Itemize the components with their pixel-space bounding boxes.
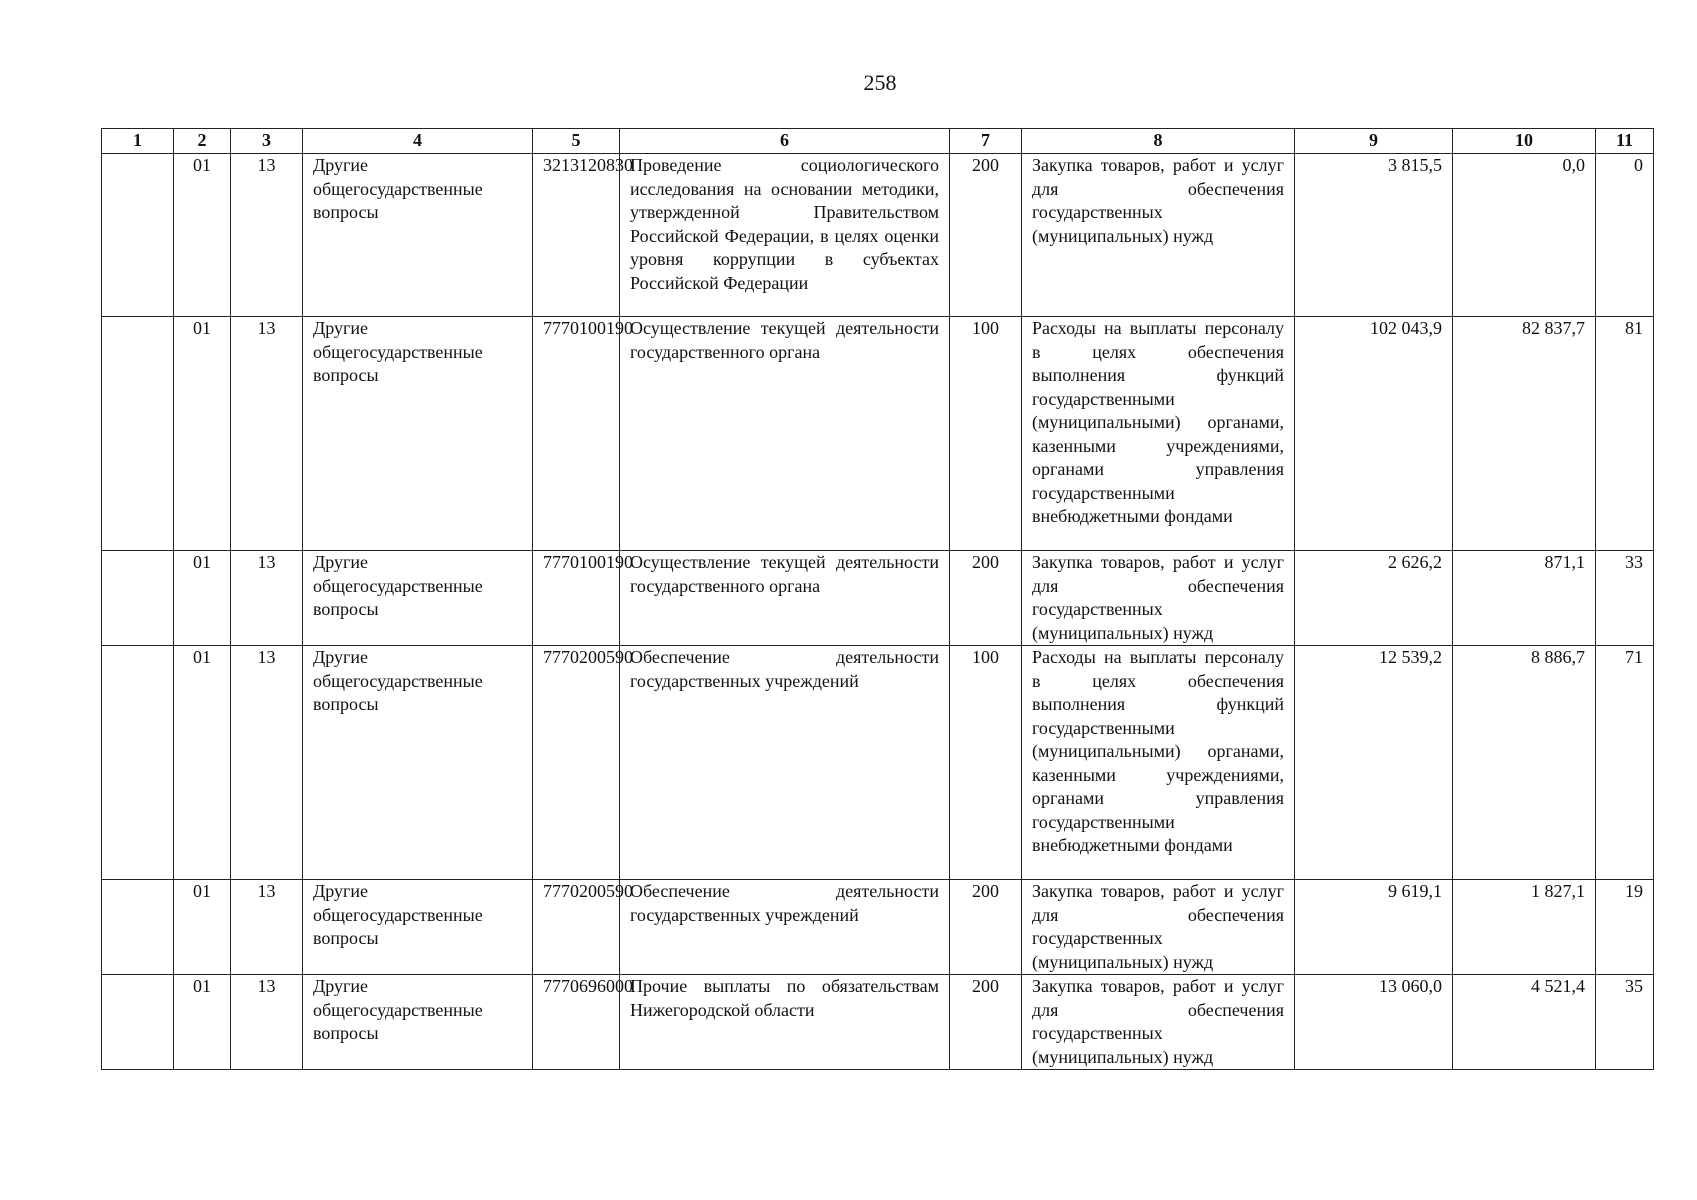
table-row [102, 646, 1654, 880]
cell-section-name: Другие общегосударственные вопросы [303, 975, 533, 1070]
cell-target-name: Обеспечение деятельности государственных учреждений [620, 646, 950, 880]
column-header: 10 [1453, 129, 1596, 154]
cell-subsection: 13 [231, 646, 303, 880]
column-header: 6 [620, 129, 950, 154]
cell-col1 [102, 317, 174, 551]
cell-subsection: 13 [231, 975, 303, 1070]
cell-section-name: Другие общегосударственные вопросы [303, 317, 533, 551]
cell-subsection: 13 [231, 880, 303, 975]
table-row [102, 975, 1654, 1070]
column-header: 4 [303, 129, 533, 154]
cell-amount-planned: 102 043,9 [1295, 317, 1453, 551]
cell-target-name: Проведение социологического исследования на основании методики, утвержденной Правительством Российской Федерации, в целях оценки уровня коррупции в субъектах Российской Федерации [620, 154, 950, 317]
cell-amount-planned: 13 060,0 [1295, 975, 1453, 1070]
column-header: 11 [1596, 129, 1654, 154]
cell-subsection: 13 [231, 551, 303, 646]
cell-expense-type: 200 [950, 975, 1022, 1070]
cell-expense-type-name: Закупка товаров, работ и услуг для обеспечения государственных (муниципальных) нужд [1022, 154, 1295, 317]
cell-subsection: 13 [231, 317, 303, 551]
cell-amount-planned: 12 539,2 [1295, 646, 1453, 880]
cell-amount-executed: 1 827,1 [1453, 880, 1596, 975]
table-row [102, 880, 1654, 975]
cell-section: 01 [174, 317, 231, 551]
header-row [102, 129, 1654, 154]
cell-percent: 71 [1596, 646, 1654, 880]
cell-expense-type: 200 [950, 551, 1022, 646]
cell-target-code: 7770100190 [533, 317, 620, 551]
cell-amount-executed: 0,0 [1453, 154, 1596, 317]
cell-subsection: 13 [231, 154, 303, 317]
cell-section-name: Другие общегосударственные вопросы [303, 154, 533, 317]
table-row [102, 551, 1654, 646]
cell-col1 [102, 880, 174, 975]
table-row [102, 317, 1654, 551]
cell-expense-type-name: Расходы на выплаты персоналу в целях обеспечения выполнения функций государственными (муниципальными) органами, казенными учреждениями, органами управления государственными внебюджетными фондами [1022, 317, 1295, 551]
cell-target-name: Обеспечение деятельности государственных учреждений [620, 880, 950, 975]
cell-section: 01 [174, 646, 231, 880]
cell-amount-executed: 8 886,7 [1453, 646, 1596, 880]
cell-section: 01 [174, 154, 231, 317]
cell-amount-planned: 2 626,2 [1295, 551, 1453, 646]
cell-target-name: Прочие выплаты по обязательствам Нижегородской области [620, 975, 950, 1070]
cell-col1 [102, 154, 174, 317]
table-header [102, 129, 1654, 154]
cell-amount-executed: 871,1 [1453, 551, 1596, 646]
column-header: 9 [1295, 129, 1453, 154]
column-header: 1 [102, 129, 174, 154]
cell-section: 01 [174, 880, 231, 975]
cell-expense-type-name: Закупка товаров, работ и услуг для обеспечения государственных (муниципальных) нужд [1022, 975, 1295, 1070]
cell-amount-executed: 82 837,7 [1453, 317, 1596, 551]
cell-col1 [102, 646, 174, 880]
cell-expense-type-name: Закупка товаров, работ и услуг для обеспечения государственных (муниципальных) нужд [1022, 551, 1295, 646]
cell-section: 01 [174, 975, 231, 1070]
cell-section: 01 [174, 551, 231, 646]
cell-expense-type-name: Закупка товаров, работ и услуг для обеспечения государственных (муниципальных) нужд [1022, 880, 1295, 975]
column-header: 5 [533, 129, 620, 154]
cell-expense-type: 100 [950, 646, 1022, 880]
cell-col1 [102, 975, 174, 1070]
cell-percent: 81 [1596, 317, 1654, 551]
column-header: 2 [174, 129, 231, 154]
cell-amount-planned: 9 619,1 [1295, 880, 1453, 975]
column-header: 8 [1022, 129, 1295, 154]
cell-target-name: Осуществление текущей деятельности государственного органа [620, 317, 950, 551]
cell-percent: 19 [1596, 880, 1654, 975]
column-header: 3 [231, 129, 303, 154]
cell-expense-type-name: Расходы на выплаты персоналу в целях обеспечения выполнения функций государственными (муниципальными) органами, казенными учреждениями, органами управления государственными внебюджетными фондами [1022, 646, 1295, 880]
cell-target-code: 7770696000 [533, 975, 620, 1070]
cell-target-code: 7770200590 [533, 646, 620, 880]
cell-amount-executed: 4 521,4 [1453, 975, 1596, 1070]
cell-expense-type: 200 [950, 880, 1022, 975]
cell-section-name: Другие общегосударственные вопросы [303, 880, 533, 975]
page-number: 258 [863, 70, 897, 95]
budget-table [101, 128, 1654, 1070]
cell-amount-planned: 3 815,5 [1295, 154, 1453, 317]
cell-target-code: 7770100190 [533, 551, 620, 646]
cell-col1 [102, 551, 174, 646]
cell-section-name: Другие общегосударственные вопросы [303, 646, 533, 880]
cell-percent: 35 [1596, 975, 1654, 1070]
cell-percent: 0 [1596, 154, 1654, 317]
cell-target-code: 3213120830 [533, 154, 620, 317]
cell-section-name: Другие общегосударственные вопросы [303, 551, 533, 646]
cell-target-code: 7770200590 [533, 880, 620, 975]
cell-target-name: Осуществление текущей деятельности государственного органа [620, 551, 950, 646]
column-header: 7 [950, 129, 1022, 154]
table-row [102, 154, 1654, 317]
cell-expense-type: 200 [950, 154, 1022, 317]
cell-expense-type: 100 [950, 317, 1022, 551]
cell-percent: 33 [1596, 551, 1654, 646]
